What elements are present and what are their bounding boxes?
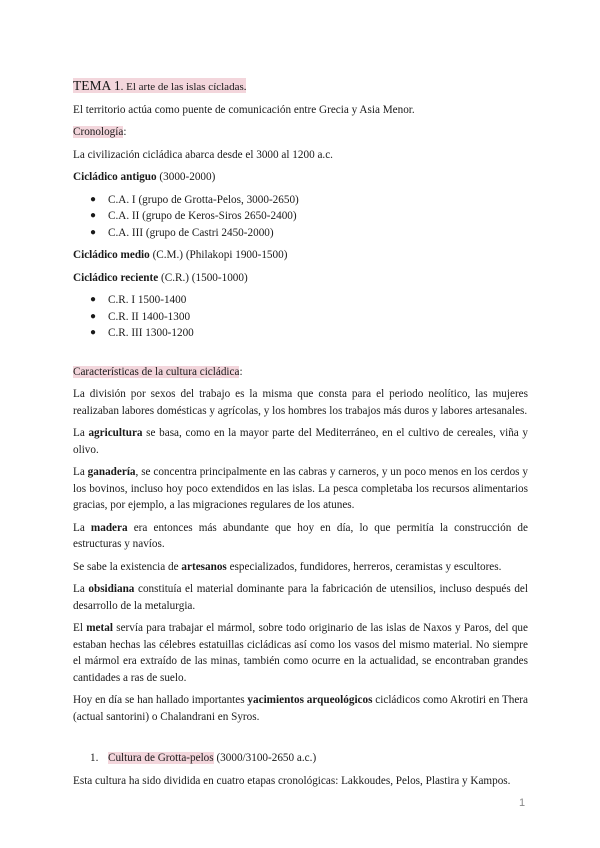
- caracteristicas-paragraph: La división por sexos del trabajo es la misma que consta para el periodo neolítico, las mujeres realizaban labores domésticas y agrícolas, y los hombres los trabajos más duros y labores artesanales.: [73, 388, 528, 417]
- bullet-icon: ●: [90, 294, 97, 305]
- artesanos-paragraph: Se sabe la existencia de artesanos especializados, fundidores, herreros, ceramistas y escultores.: [73, 560, 502, 573]
- title-sub: . El arte de las islas cícladas.: [120, 81, 247, 93]
- reciente-heading: Cicládico reciente (C.R.) (1500-1000): [73, 271, 248, 284]
- section-number: 1.: [90, 752, 99, 764]
- page-title: [73, 78, 528, 96]
- caracteristicas-heading: Características de la cultura cicládica:: [73, 365, 243, 378]
- reciente-list: [73, 292, 528, 342]
- list-item: ● C.R. II 1400-1300: [73, 309, 528, 326]
- bullet-icon: ●: [90, 210, 97, 221]
- section-heading: 1. Cultura de Grotta-pelos (3000/3100-2650 a.c.): [73, 750, 528, 767]
- bullet-icon: ●: [90, 310, 97, 322]
- list-item: ● C.A. I (grupo de Grotta-Pelos, 3000-2650): [73, 192, 528, 209]
- antiguo-list: [73, 192, 528, 242]
- list-item: ● C.A. II (grupo de Keros-Siros 2650-2400): [73, 208, 528, 225]
- bullet-icon: ●: [90, 193, 97, 205]
- bullet-icon: ●: [90, 327, 97, 338]
- bullet-icon: ●: [90, 226, 97, 238]
- antiguo-heading: Cicládico antiguo (3000-2000): [73, 171, 216, 183]
- intro-paragraph: El territorio actúa como puente de comunicación entre Grecia y Asia Menor.: [73, 103, 415, 116]
- list-item: ● C.A. III (grupo de Castri 2450-2000): [73, 225, 528, 242]
- list-item: ● C.R. III 1300-1200: [73, 325, 528, 342]
- document-body: [73, 78, 528, 795]
- madera-paragraph: La madera era entonces más abundante que hoy en día, lo que permitía la construcción de estructuras y navíos.: [73, 521, 528, 550]
- title-main: TEMA 1: [73, 78, 121, 93]
- section-paragraph: Esta cultura ha sido dividida en cuatro etapas cronológicas: Lakkoudes, Pelos, Plastira y Kampos.: [73, 774, 511, 787]
- ganaderia-paragraph: La ganadería, se concentra principalmente en las cabras y carneros, y un poco menos en los cerdos y los bovinos, incluso hoy poco extendidos en las islas. La pesca completaba los recursos alimentarios gracias, por ejemplo, a las migraciones regulares de los atunes.: [73, 466, 528, 511]
- obsidiana-paragraph: La obsidiana constituía el material dominante para la fabricación de utensilios, incluso después del desarrollo de la metalurgia.: [73, 583, 528, 612]
- page-number: 1: [519, 797, 526, 809]
- metal-paragraph: El metal servía para trabajar el mármol, sobre todo originario de las islas de Naxos y Paros, del que estaban hechas las célebres estatuillas cicládicas así como los vasos del mismo material. No siempre el mármol era extraído de las minas, también como ocurre en la actualidad, se encontraban grandes cantidades a ras de suelo.: [73, 622, 528, 684]
- list-item: ● C.R. I 1500-1400: [73, 292, 528, 309]
- medio-heading: Cicládico medio (C.M.) (Philakopi 1900-1500): [73, 249, 288, 261]
- agricultura-paragraph: La agricultura se basa, como en la mayor parte del Mediterráneo, en el cultivo de cereales, viña y olivo.: [73, 427, 528, 456]
- yacimientos-paragraph: Hoy en día se han hallado importantes yacimientos arqueológicos cicládicos como Akrotiri en Thera (actual santorini) o Chalandrani en Syros.: [73, 694, 528, 723]
- section-title: Cultura de Grotta-pelos: [108, 752, 214, 764]
- cronologia-intro: La civilización cicládica abarca desde el 3000 al 1200 a.c.: [73, 148, 333, 161]
- cronologia-heading: Cronología:: [73, 126, 127, 138]
